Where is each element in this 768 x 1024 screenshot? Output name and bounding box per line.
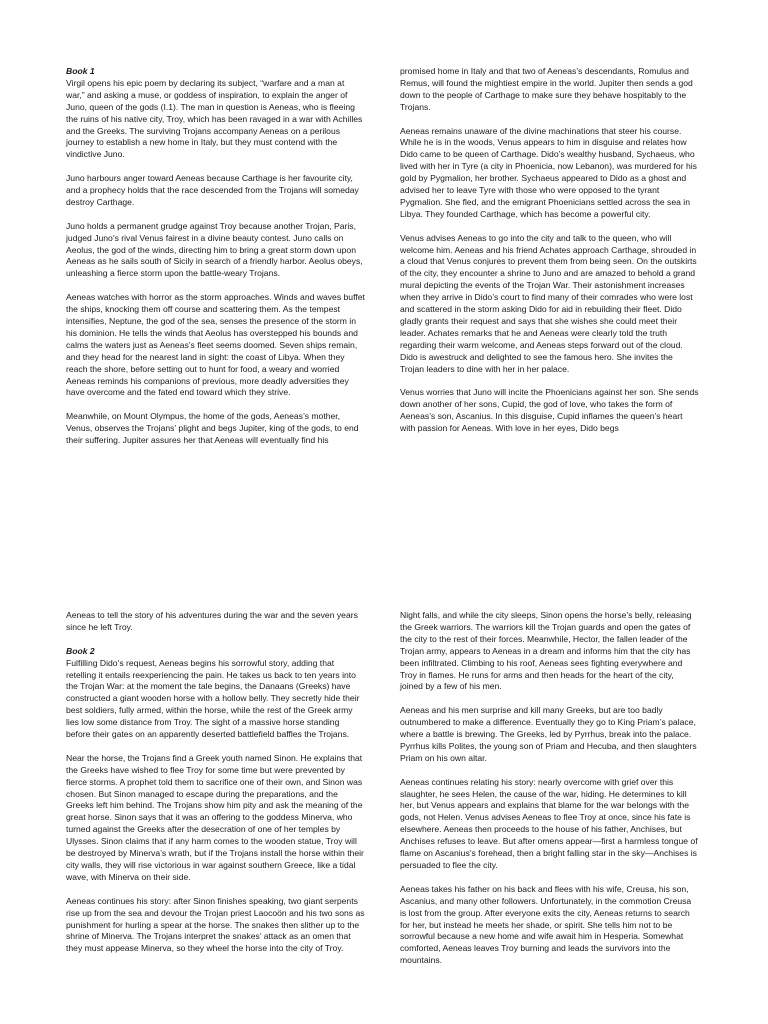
top-right-column bbox=[400, 66, 699, 447]
paragraph: Meanwhile, on Mount Olympus, the home of the gods, Aeneas’s mother, Venus, observes the Trojans’ plight and begs Jupiter, king of the gods, to end their suffering. Jupiter assures her that Aeneas will eventually find his bbox=[66, 411, 359, 446]
book-1-heading: Book 1 bbox=[66, 66, 95, 76]
paragraph: Night falls, and while the city sleeps, Sinon opens the horse’s belly, releasing the Greek warriors. The warriors kill the Trojan guards and open the gates of the city to the rest of their forces. Meanwhile, Hector, the fallen leader of the Trojan army, appears to Aeneas in a dream and informs him that the city has been infiltrated. Climbing to his roof, Aeneas sees fighting everywhere and Troy in flames. He runs for arms and then heads for the heart of the city, joined by a few of his men. bbox=[400, 610, 692, 692]
bottom-left-column bbox=[66, 610, 365, 967]
bottom-right-column bbox=[400, 610, 699, 979]
paragraph: Virgil opens his epic poem by declaring its subject, “warfare and a man at war,” and asking a muse, or goddess of inspiration, to explain the anger of Juno, queen of the gods (I.1). The man in question is Aeneas, who is fleeing the ruins of his native city, Troy, which has been ravaged in a war with Achilles and the Greeks. The surviving Trojans accompany Aeneas on a perilous journey to establish a new home in Italy, but they must contend with the vindictive Juno. bbox=[66, 77, 363, 160]
paragraph: Aeneas takes his father on his back and flees with his wife, Creusa, his son, Ascanius, and many other followers. Unfortunately, in the commotion Creusa is lost from the group. After everyone exits the city, Aeneas returns to search for her, but instead he meets her shade, or spirit. She tells him not to be sorrowful because a new home and wife await him in Hesperia. Somewhat comforted, Aeneas leaves Troy burning and leads the survivors into the mountains. bbox=[400, 883, 692, 966]
paragraph: Aeneas continues his story: after Sinon finishes speaking, two giant serpents rise up from the sea and devour the Trojan priest Laocoön and his two sons as punishment for hurling a spear at the horse. The snakes then slither up to the shrine of Minerva. The Trojans interpret the snakes’ attack as an omen that they must appease Minerva, so they wheel the horse into the city of Troy. bbox=[66, 895, 365, 954]
top-left-column bbox=[66, 66, 365, 459]
paragraph: Aeneas watches with horror as the storm approaches. Winds and waves buffet the ships, knocking them off course and scattering them. As the tempest intensifies, Neptune, the god of the sea, senses the presence of the storm in his dominion. He tells the winds that Aeolus has overstepped his bounds and calms the waters just as Aeneas’s fleet seems doomed. Seven ships remain, and they head for the nearest land in sight: the coast of Libya. When they reach the shore, before setting out to hunt for food, a weary and worried Aeneas reminds his companions of previous, more deadly adversities they have overcome and the fated end toward which they strive. bbox=[66, 292, 365, 398]
paragraph: Venus worries that Juno will incite the Phoenicians against her son. She sends down another of her sons, Cupid, the god of love, who takes the form of Aeneas’s son, Ascanius. In this disguise, Cupid inflames the queen’s heart with passion for Aeneas. With love in her eyes, Dido begs bbox=[400, 387, 699, 434]
paragraph: Juno holds a permanent grudge against Troy because another Trojan, Paris, judged Juno’s rival Venus fairest in a divine beauty contest. Juno calls on Aeolus, the god of the winds, directing him to bring a great storm down upon Aeneas as he sails south of Sicily in search of a friendly harbor. Aeolus obeys, unleashing a fierce storm upon the battle-weary Trojans. bbox=[66, 220, 363, 279]
book-2-heading: Book 2 bbox=[66, 645, 95, 656]
paragraph: Near the horse, the Trojans find a Greek youth named Sinon. He explains that the Greeks have wished to flee Troy for some time but were prevented by fierce storms. A prophet told them to sacrifice one of their own, and Sinon was chosen. But Sinon managed to escape during the preparations, and the Greeks left him behind. The Trojans show him pity and ask the meaning of the great horse. Sinon says that it was an offering to the goddess Minerva, who turned against the Greeks after the desecration of one of her temples by Ulysses. Sinon claims that if any harm comes to the wooden statue, Troy will be destroyed by Minerva’s wrath, but if the Trojans install the horse within their city walls, they will rise victorious in war against southern Greece, like a tidal wave, with Minerva on their side. bbox=[66, 752, 364, 882]
paragraph: Aeneas continues relating his story: nearly overcome with grief over this slaughter, he sees Helen, the cause of the war, hiding. He determines to kill her, but Venus appears and explains that blame for the war belongs with the gods, not Helen. Venus advises Aeneas to flee Troy at once, since his fate is elsewhere. Aeneas then proceeds to the house of his father, Anchises, but Anchises refuses to leave. But after omens appear—first a harmless tongue of flame on Ascanius’s forehead, then a bright falling star in the sky—Anchises is persuaded to flee the city. bbox=[400, 776, 698, 870]
paragraph: Aeneas remains unaware of the divine machinations that steer his course. While he is in the woods, Venus appears to him in disguise and relates how Dido came to be queen of Carthage. Dido’s wealthy husband, Sychaeus, who lived with her in Tyre (a city in Phoenicia, now Lebanon), was murdered for his gold by Pygmalion, her brother. Sychaeus appeared to Dido as a ghost and advised her to leave Tyre with those who were opposed to the tyrant Pygmalion. She fled, and the emigrant Phoenicians settled across the sea in Libya. They founded Carthage, which has become a powerful city. bbox=[400, 125, 697, 219]
paragraph: Fulfilling Dido’s request, Aeneas begins his sorrowful story, adding that retelling it entails reexperiencing the pain. He takes us back to ten years into the Trojan War: at the moment the tale begins, the Danaans (Greeks) have constructed a giant wooden horse with a hollow belly. They secretly hide their best soldiers, fully armed, within the horse, while the rest of the Greek army lies low some distance from Troy. The sight of a massive horse standing before their gates on an apparently deserted battlefield baffles the Trojans. bbox=[66, 657, 360, 740]
paragraph: Venus advises Aeneas to go into the city and talk to the queen, who will welcome him. Aeneas and his friend Achates approach Carthage, shrouded in a cloud that Venus conjures to prevent them from being seen. On the outskirts of the city, they encounter a shrine to Juno and are amazed to behold a grand mural depicting the events of the Trojan War. Their astonishment increases when they arrive in Dido’s court to find many of their comrades who were lost and scattered in the storm asking Dido for aid in rebuilding their fleet. Dido gladly grants their request and says that she wishes she could meet their leader. Achates remarks that he and Aeneas were clearly told the truth regarding their warm welcome, and Aeneas steps forward out of the cloud. Dido is awestruck and delighted to see the famous hero. She invites the Trojan leaders to dine with her in her palace. bbox=[400, 232, 697, 374]
paragraph: Aeneas and his men surprise and kill many Greeks, but are too badly outnumbered to make a difference. Eventually they go to King Priam’s palace, where a battle is brewing. The Greeks, led by Pyrrhus, break into the palace. Pyrrhus kills Polites, the young son of Priam and Hecuba, and then slaughters Priam on his own altar. bbox=[400, 705, 697, 763]
paragraph: promised home in Italy and that two of Aeneas’s descendants, Romulus and Remus, will found the mightiest empire in the world. Jupiter then sends a god down to the people of Carthage to make sure they behave hospitably to the Trojans. bbox=[400, 66, 693, 112]
paragraph: Juno harbours anger toward Aeneas because Carthage is her favourite city, and a prophecy holds that the race descended from the Trojans will someday destroy Carthage. bbox=[66, 173, 359, 207]
paragraph: Aeneas to tell the story of his adventures during the war and the seven years since he left Troy. bbox=[66, 610, 358, 632]
